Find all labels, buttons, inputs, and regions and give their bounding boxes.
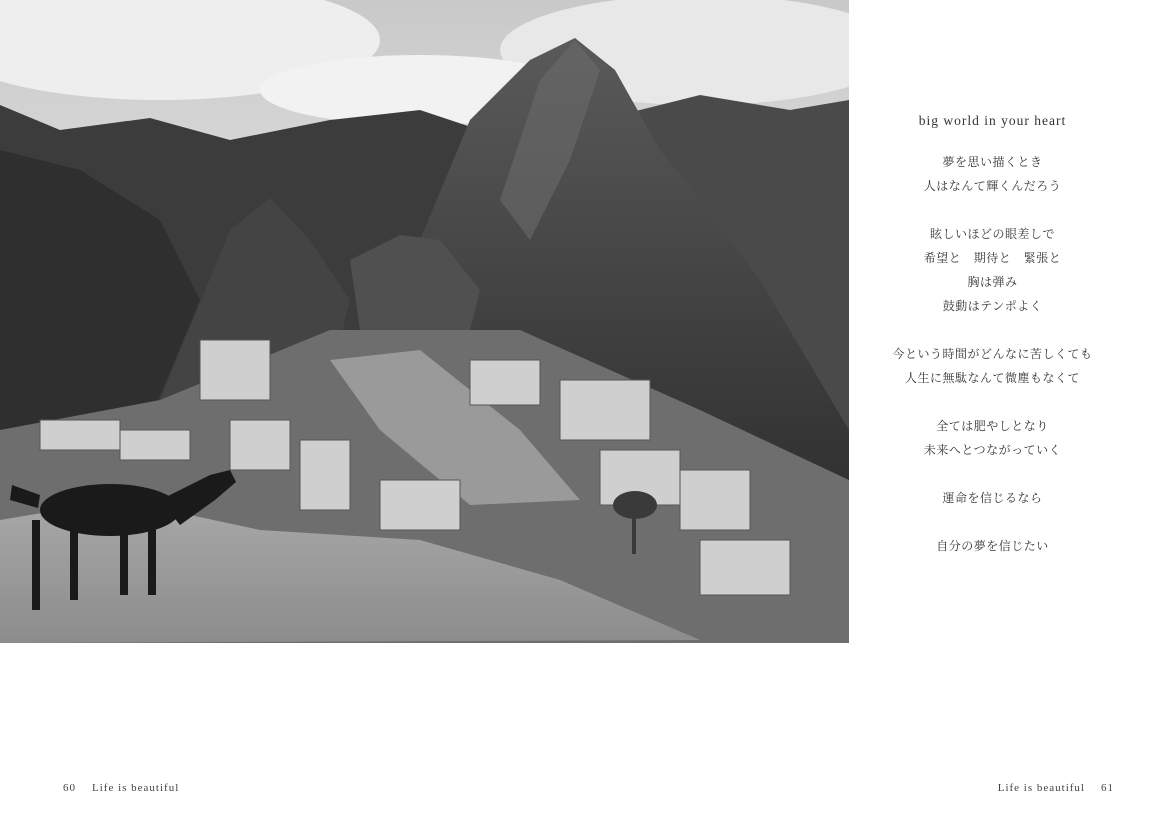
poem-line: 全ては肥やしとなり <box>936 419 1049 433</box>
poem-line: 胸は弾み <box>967 275 1018 289</box>
running-title-left: Life is beautiful <box>92 782 180 794</box>
stanza-5 <box>880 486 1105 510</box>
stanza-6 <box>880 534 1105 558</box>
poem-line: 今という時間がどんなに苦しくても <box>892 347 1093 361</box>
footer-right <box>998 782 1114 794</box>
stanza-3 <box>880 342 1105 390</box>
stanza-4 <box>880 414 1105 462</box>
poem-line: 未来へとつながっていく <box>923 443 1062 457</box>
footer-left <box>63 782 179 794</box>
poem-line: 自分の夢を信じたい <box>936 539 1049 553</box>
poem <box>880 112 1105 582</box>
poem-line: 希望と 期待と 緊張と <box>923 251 1062 265</box>
stanza-2 <box>880 222 1105 318</box>
poem-line: 眩しいほどの眼差しで <box>929 227 1055 241</box>
poem-line: 鼓動はテンポよく <box>942 299 1043 313</box>
poem-line: 人はなんて輝くんだろう <box>923 179 1062 193</box>
poem-line: 人生に無駄なんて微塵もなくて <box>904 371 1080 385</box>
running-title-right: Life is beautiful <box>997 782 1085 794</box>
page-number-right: 61 <box>1101 782 1114 794</box>
poem-line: 夢を思い描くとき <box>942 155 1043 169</box>
stanza-1 <box>880 150 1105 198</box>
poem-title: big world in your heart <box>918 113 1067 128</box>
poem-line: 運命を信じるなら <box>942 491 1043 505</box>
page-number-left: 60 <box>63 782 76 794</box>
